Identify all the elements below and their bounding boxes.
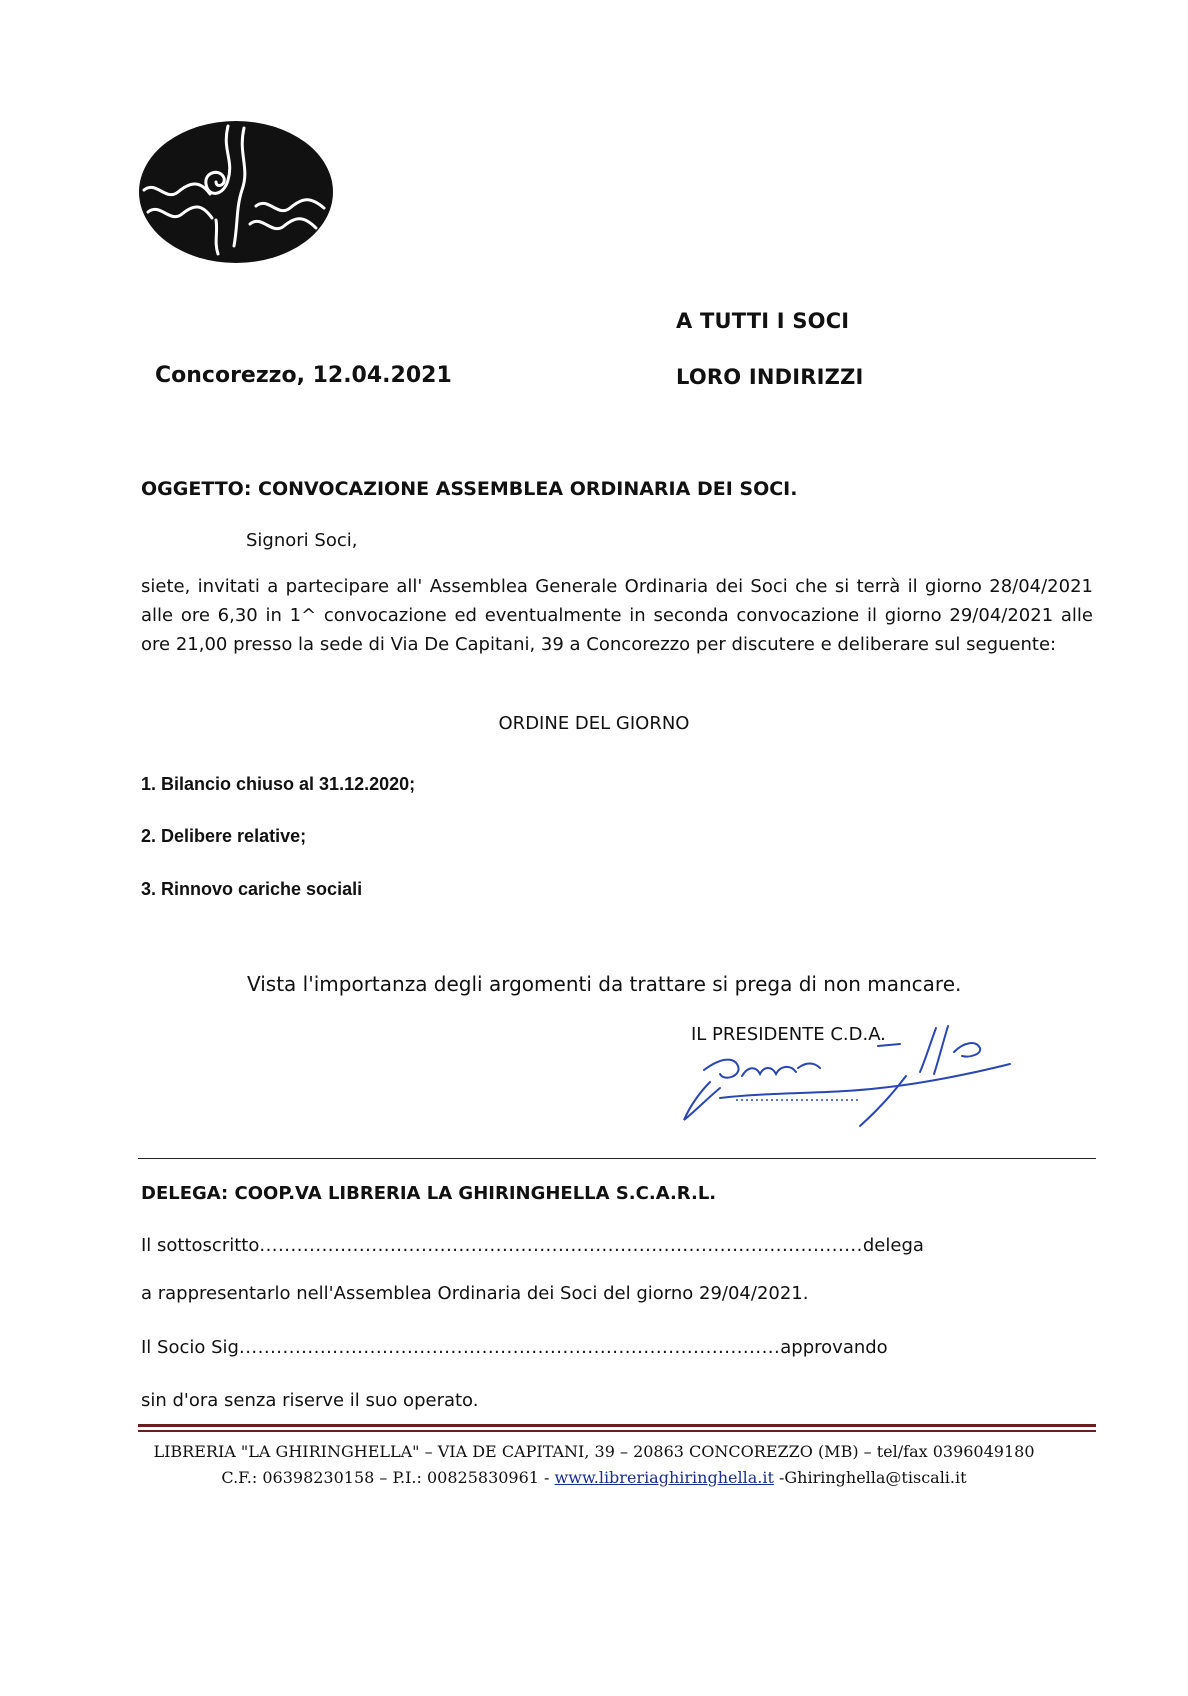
proxy-undersigned-label: Il sottoscritto [141, 1235, 260, 1256]
footer-fiscal-codes: C.F.: 06398230158 – P.I.: 00825830961 - [221, 1468, 555, 1487]
proxy-delegate-label: delega [862, 1235, 924, 1256]
proxy-approving-label: approvando [780, 1337, 888, 1358]
salutation: Signori Soci, [246, 530, 358, 551]
proxy-line-undersigned [141, 1235, 924, 1256]
fill-in-dots: ....................................................................................... [238, 1337, 781, 1358]
proxy-line-represent: a rappresentarlo nell'Assemblea Ordinaria dei Soci del giorno 29/04/2021. [141, 1283, 809, 1304]
proxy-title: DELEGA: COOP.VA LIBRERIA LA GHIRINGHELLA S.C.A.R.L. [141, 1183, 717, 1204]
agenda-item: 2. Delibere relative; [141, 826, 307, 846]
closing-note: Vista l'importanza degli argomenti da trattare si prega di non mancare. [247, 972, 962, 996]
agenda-item: 1. Bilancio chiuso al 31.12.2020; [141, 774, 416, 794]
agenda-item: 3. Rinnovo cariche sociali [141, 879, 363, 899]
recipient-line-2: LORO INDIRIZZI [676, 365, 864, 389]
website-link[interactable]: www.libreriaghiringhella.it [554, 1468, 774, 1487]
footer-email: -Ghiringhella@tiscali.it [773, 1468, 967, 1487]
place-date: Concorezzo, 12.04.2021 [155, 363, 452, 388]
proxy-line-member [141, 1337, 888, 1358]
proxy-line-approval: sin d'ora senza riserve il suo operato. [141, 1390, 479, 1411]
president-title: IL PRESIDENTE C.D.A. [691, 1024, 886, 1045]
body-paragraph: siete, invitati a partecipare all' Assemblea Generale Ordinaria dei Soci che si terrà il giorno 28/04/2021 alle ore 6,30 in 1^ convocazione ed eventualmente in seconda convocazione il giorno 29/04/2021 alle ore 21,00 presso la sede di Via De Capitani, 39 a Concorezzo per discutere e deliberare sul seguente: [141, 576, 1093, 655]
footer-rule [138, 1430, 1096, 1432]
section-divider [138, 1158, 1096, 1159]
proxy-member-label: Il Socio Sig [141, 1337, 239, 1358]
footer-rule [138, 1424, 1096, 1427]
logo [138, 120, 334, 264]
subject-line: OGGETTO: CONVOCAZIONE ASSEMBLEA ORDINARIA DEI SOCI. [141, 478, 798, 500]
president-signature [680, 1022, 1020, 1130]
footer-address: LIBRERIA "LA GHIRINGHELLA" – VIA DE CAPITANI, 39 – 20863 CONCOREZZO (MB) – tel/fax 0396049180 [153, 1442, 1035, 1461]
recipient-line-1: A TUTTI I SOCI [676, 309, 850, 333]
agenda-title: ORDINE DEL GIORNO [498, 713, 690, 734]
fill-in-dots: ................................................................................................. [259, 1235, 863, 1256]
footer-fiscal-line [0, 1468, 1188, 1487]
